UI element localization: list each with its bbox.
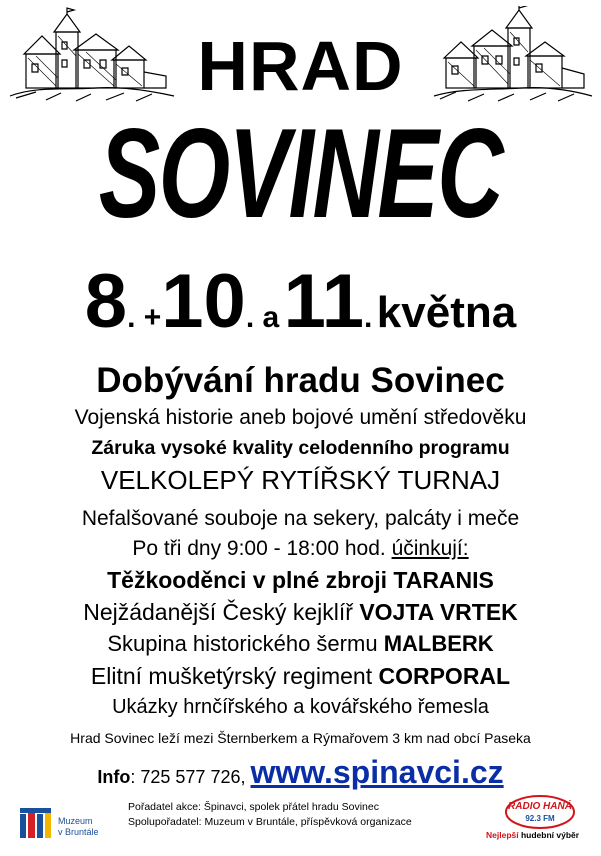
radio-tagline	[486, 830, 579, 840]
date-separator-1: . +	[127, 301, 162, 334]
date-day-1: 8	[84, 259, 128, 344]
radio-tagline-b: hudební výběr	[520, 830, 580, 840]
performer-vojta-vrtek	[0, 597, 601, 627]
heading-sovinec: SOVINEC	[98, 102, 503, 246]
performer-name: VOJTA VRTEK	[359, 599, 518, 625]
program-line-quality: Záruka vysoké kvality celodenního programu	[91, 437, 510, 459]
organizers	[128, 800, 412, 830]
performers-label: účinkují:	[391, 537, 469, 560]
performer-description: Elitní mušketýrský regiment	[90, 663, 373, 689]
performer-corporal	[0, 661, 601, 691]
radio-name: RADIO HANÁ	[508, 801, 572, 812]
museum-logo-line2: v Bruntále	[58, 827, 99, 837]
performer-name: MALBERK	[383, 631, 494, 656]
info-label: Info	[97, 767, 131, 787]
performer-name: CORPORAL	[378, 663, 511, 689]
heading-hrad: HRAD	[197, 27, 404, 105]
performer-description: Skupina historického šermu	[107, 631, 378, 656]
date-day-3: 11	[283, 259, 364, 344]
museum-logo-line1: Muzeum	[58, 816, 93, 826]
phone-number: : 725 577 726,	[130, 767, 246, 787]
museum-logo	[18, 802, 118, 842]
date-day-2: 10	[161, 259, 246, 344]
program-line-crafts: Ukázky hrnčířského a kovářského řemesla	[112, 696, 489, 718]
co-organizer-line: Spolupořadatel: Muzeum v Bruntále, příspěvková organizace	[128, 816, 412, 828]
location-note: Hrad Sovinec leží mezi Šternberkem a Rýmařovem 3 km nad obcí Paseka	[70, 730, 531, 746]
date-separator-2: . a	[245, 301, 280, 334]
performer-malberk	[0, 629, 601, 659]
performer-description: Nejžádanější Český kejklíř	[83, 599, 353, 625]
radio-tagline-a: Nejlepší	[486, 830, 519, 840]
event-dates	[0, 259, 601, 363]
program-line-duels: Nefalšované souboje na sekery, palcáty i meče	[81, 507, 520, 530]
program-line-history: Vojenská historie aneb bojové umění středověku	[74, 406, 527, 429]
website-link[interactable]: www.spinavci.cz	[250, 754, 504, 790]
program-line-tournament: VELKOLEPÝ RYTÍŘSKÝ TURNAJ	[100, 465, 501, 495]
contact-info	[0, 752, 601, 797]
performer-taranis: Těžkooděnci v plné zbroji TARANIS	[107, 567, 494, 593]
organizer-line: Pořadatel akce: Špinavci, spolek přátel hradu Sovinec	[128, 801, 379, 813]
date-separator-3: .	[363, 301, 373, 334]
radio-frequency: 92.3 FM	[525, 814, 555, 823]
program-line-hours	[0, 535, 601, 563]
opening-hours: Po tři dny 9:00 - 18:00 hod.	[132, 537, 386, 560]
date-month: května	[376, 288, 517, 337]
event-title: Dobývání hradu Sovinec	[96, 361, 505, 400]
